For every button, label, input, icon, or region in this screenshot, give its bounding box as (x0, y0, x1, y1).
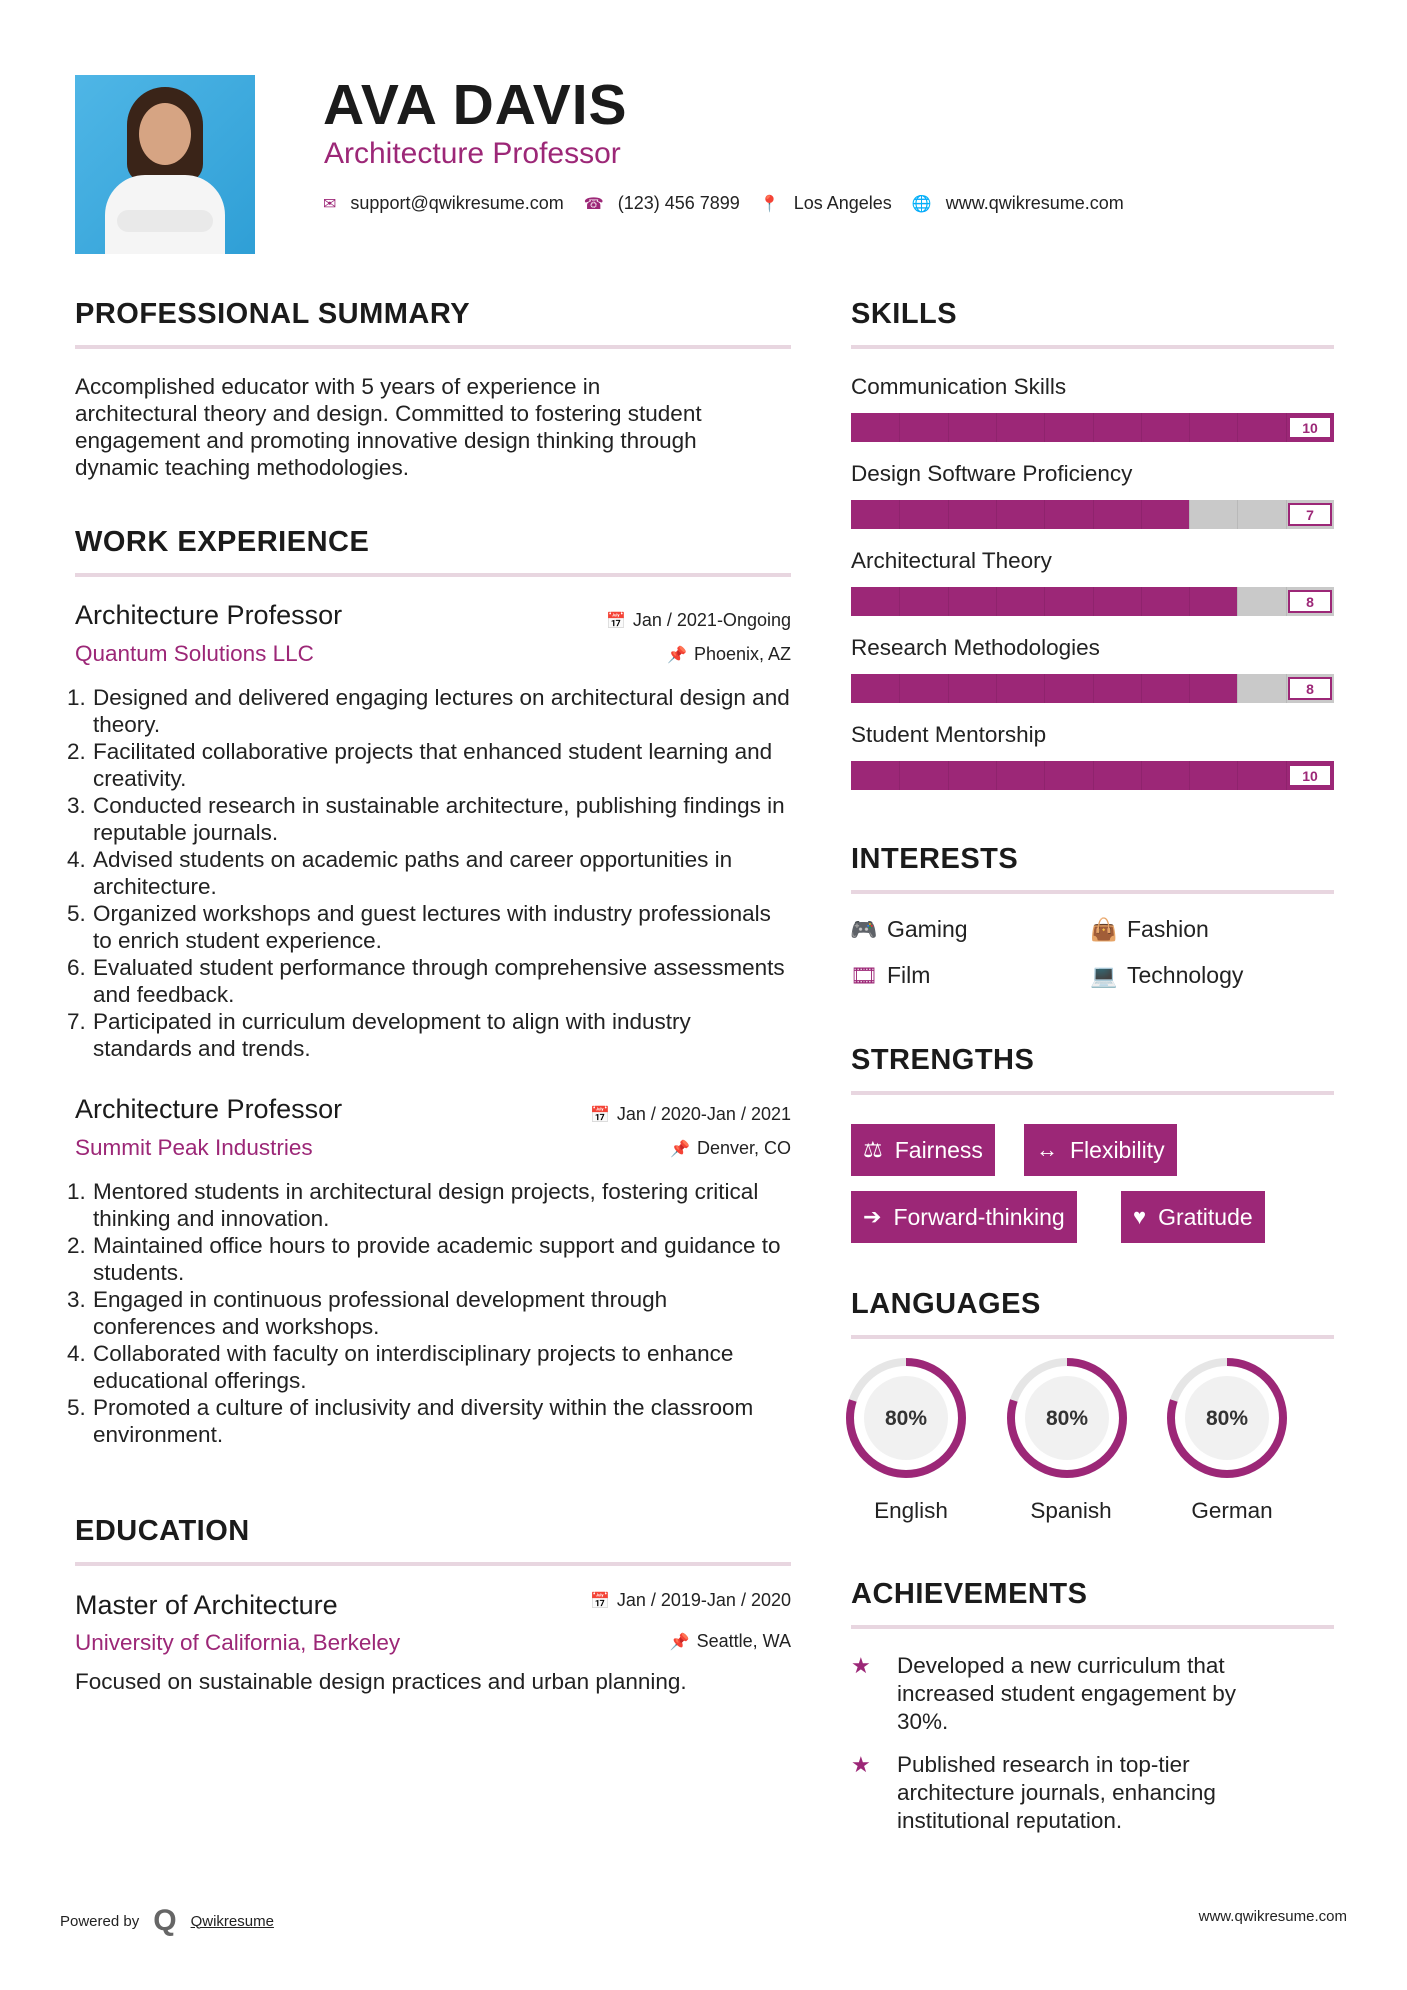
skill-bar (851, 500, 1334, 529)
job-title: Architecture Professor (75, 1094, 343, 1124)
contact-bar (323, 193, 1144, 214)
interest-item: 💻 Technology (1090, 962, 1244, 988)
footer-powered-by: Powered by Q Qwikresume (60, 1904, 274, 1937)
skill-bar-segment (948, 500, 949, 529)
skill-bar-segment (1093, 674, 1094, 703)
job-company: Summit Peak Industries (75, 1135, 313, 1160)
language-percent-label: 80% (1045, 1407, 1089, 1430)
skill-bar-segment (1044, 413, 1045, 442)
list-item: 3. Conducted research in sustainable architecture, publishing findings in reputable journals. (67, 793, 785, 845)
school-name: University of California, Berkeley (75, 1630, 401, 1655)
job-responsibilities (67, 1178, 795, 1448)
achievement-item: ★ Published research in top-tier architecture journals, enhancing institutional reputation. (851, 1752, 1216, 1833)
list-item: 5. Promoted a culture of inclusivity and diversity within the classroom environment. (67, 1395, 754, 1447)
qwikresume-logo-icon: Q (153, 1904, 177, 1937)
skill-name: Architectural Theory (851, 548, 1052, 573)
language-name: English (874, 1498, 948, 1523)
strengths-heading: STRENGTHS (851, 1044, 1035, 1076)
strength-tag: ➔ Forward-thinking (851, 1191, 1077, 1243)
job-location: 📌 Denver, CO (670, 1138, 791, 1158)
skill-bar-segment (1286, 674, 1287, 703)
skill-bar-segment (1286, 413, 1287, 442)
list-item: 4. Collaborated with faculty on interdisciplinary projects to enhance educational offerings. (67, 1341, 734, 1393)
experience-heading: WORK EXPERIENCE (75, 526, 370, 558)
skill-bar-segment (1044, 587, 1045, 616)
skill-bar-segment (1189, 500, 1190, 529)
summary-text: Accomplished educator with 5 years of experience in architectural theory and design. Committed to fostering student engagement and promoting innovative design thinking through dynamic teaching methodologies. (75, 374, 702, 480)
skill-bar-segment (1141, 674, 1142, 703)
degree-title: Master of Architecture (75, 1590, 338, 1620)
gamepad-icon: 🎮 (850, 916, 878, 942)
skill-bar-segment (1237, 761, 1238, 790)
summary-heading: PROFESSIONAL SUMMARY (75, 298, 471, 330)
skill-bar-segment (1286, 761, 1287, 790)
skill-bar (851, 587, 1334, 616)
skill-bar-segment (1237, 674, 1238, 703)
achievements-divider (851, 1625, 1334, 1629)
strength-tag: ⚖ Fairness (851, 1124, 995, 1176)
skill-level-badge: 8 (1288, 677, 1332, 700)
skill-bar-segment (1189, 587, 1190, 616)
skill-level-badge: 10 (1288, 416, 1332, 439)
skill-bar-segment (1044, 761, 1045, 790)
calendar-icon: 📅 (589, 1107, 610, 1124)
skill-bar-segment (1093, 500, 1094, 529)
education-description: Focused on sustainable design practices and urban planning. (75, 1669, 687, 1694)
skill-level-badge: 10 (1288, 764, 1332, 787)
achievements-heading: ACHIEVEMENTS (851, 1578, 1088, 1610)
interest-item: 🎞 Film (850, 962, 931, 988)
strengths-divider (851, 1091, 1334, 1095)
profile-photo (75, 75, 255, 254)
film-icon: 🎞 (850, 962, 878, 988)
shopping-bag-icon: 👜 (1090, 916, 1118, 942)
skill-bar-segment (1141, 500, 1142, 529)
list-item: 5. Organized workshops and guest lectures with industry professionals to enrich student experience. (67, 901, 771, 953)
education-divider (75, 1562, 791, 1566)
skill-bar-segment (996, 761, 997, 790)
list-item: 2. Facilitated collaborative projects that enhanced student learning and creativity. (67, 739, 773, 791)
skill-bar-segment (899, 674, 900, 703)
skill-bar-segment (996, 674, 997, 703)
list-item: 6. Evaluated student performance through comprehensive assessments and feedback. (67, 955, 785, 1007)
education-dates: 📅 Jan / 2019-Jan / 2020 (589, 1590, 791, 1610)
list-item: 7. Participated in curriculum development to align with industry standards and trends. (67, 1009, 691, 1061)
experience-divider (75, 573, 791, 577)
languages-heading: LANGUAGES (851, 1288, 1041, 1320)
job-responsibilities (67, 684, 795, 1062)
languages-divider (851, 1335, 1334, 1339)
list-item: 3. Engaged in continuous professional development through conferences and workshops. (67, 1287, 668, 1339)
skill-bar-segment (1141, 413, 1142, 442)
strength-tag: ♥ Gratitude (1121, 1191, 1265, 1243)
skill-bar-segment (1093, 587, 1094, 616)
skill-bar-segment (1189, 674, 1190, 703)
skill-name: Design Software Proficiency (851, 461, 1133, 486)
calendar-icon: 📅 (605, 613, 626, 630)
phone-icon: ☎ (583, 195, 604, 213)
interests-divider (851, 890, 1334, 894)
skill-bar-segment (1237, 413, 1238, 442)
location-text: Los Angeles (793, 193, 892, 213)
achievement-item: ★ Developed a new curriculum that increased student engagement by 30%. (851, 1653, 1236, 1734)
skill-bar-segment (1189, 761, 1190, 790)
skill-bar-segment (996, 413, 997, 442)
skill-bar-segment (1286, 500, 1287, 529)
skill-bar (851, 413, 1334, 442)
interests-heading: INTERESTS (851, 843, 1019, 875)
list-item: 1. Mentored students in architectural design projects, fostering critical thinking and innovation. (67, 1179, 759, 1231)
skill-bar-segment (899, 587, 900, 616)
interest-item: 👜 Fashion (1090, 916, 1209, 942)
website-link[interactable]: www.qwikresume.com (945, 193, 1124, 213)
skill-bar-segment (1093, 413, 1094, 442)
skill-bar-segment (948, 413, 949, 442)
job-company: Quantum Solutions LLC (75, 641, 314, 666)
skills-divider (851, 345, 1334, 349)
language-percent-label: 80% (1205, 1407, 1249, 1430)
skill-bar-segment (1286, 587, 1287, 616)
skill-bar-segment (1237, 500, 1238, 529)
language-rings (845, 1355, 1315, 1495)
skill-bar-segment (1189, 413, 1190, 442)
language-name: German (1191, 1498, 1273, 1523)
globe-icon: 🌐 (911, 195, 932, 213)
skill-name: Communication Skills (851, 374, 1067, 399)
arrow-right-icon: ➔ (863, 1204, 882, 1229)
language-percent-label: 80% (884, 1407, 928, 1430)
list-item: 1. Designed and delivered engaging lectures on architectural design and theory. (67, 685, 790, 737)
education-location: 📌 Seattle, WA (669, 1631, 791, 1651)
balance-scale-icon: ⚖ (863, 1137, 883, 1162)
map-pin-icon: 📍 (759, 195, 780, 213)
arrows-horizontal-icon: ↔ (1036, 1137, 1058, 1162)
heart-icon: ♥ (1133, 1204, 1147, 1229)
brand-link[interactable]: Qwikresume (190, 1912, 274, 1930)
pin-icon: 📌 (670, 1141, 690, 1158)
email-link[interactable]: support@qwikresume.com (350, 193, 564, 213)
pin-icon: 📌 (667, 647, 687, 664)
envelope-icon: ✉ (323, 195, 337, 213)
summary-divider (75, 345, 791, 349)
job-dates: 📅 Jan / 2021-Ongoing (605, 610, 791, 630)
skill-bar-segment (996, 500, 997, 529)
job-dates: 📅 Jan / 2020-Jan / 2021 (589, 1104, 791, 1124)
skill-bar-segment (948, 761, 949, 790)
footer-url[interactable]: www.qwikresume.com (1198, 1908, 1347, 1925)
skill-name: Research Methodologies (851, 635, 1100, 660)
skill-bar-segment (948, 674, 949, 703)
job-title: Architecture Professor (75, 600, 343, 630)
candidate-name: AVA DAVIS (323, 73, 628, 137)
skill-level-badge: 8 (1288, 590, 1332, 613)
skill-bar-segment (899, 761, 900, 790)
skill-bar-segment (899, 413, 900, 442)
skill-bar-segment (899, 500, 900, 529)
skill-bar-segment (1093, 761, 1094, 790)
education-heading: EDUCATION (75, 1515, 250, 1547)
skill-bar (851, 674, 1334, 703)
skill-bar-segment (1141, 761, 1142, 790)
list-item: 4. Advised students on academic paths and career opportunities in architecture. (67, 847, 733, 899)
skill-bar-segment (1044, 674, 1045, 703)
skill-bar-segment (1044, 500, 1045, 529)
list-item: 2. Maintained office hours to provide academic support and guidance to students. (67, 1233, 781, 1285)
laptop-icon: 💻 (1090, 962, 1118, 988)
phone-number: (123) 456 7899 (617, 193, 740, 213)
job-location: 📌 Phoenix, AZ (667, 644, 791, 664)
skill-bar-segment (1237, 587, 1238, 616)
skill-name: Student Mentorship (851, 722, 1047, 747)
skill-bar-segment (948, 587, 949, 616)
strength-tag: ↔ Flexibility (1024, 1124, 1177, 1176)
star-icon: ★ (851, 1653, 871, 1678)
star-icon: ★ (851, 1752, 871, 1777)
skill-bar-segment (996, 587, 997, 616)
language-name: Spanish (1030, 1498, 1112, 1523)
skill-level-badge: 7 (1288, 503, 1332, 526)
interest-item: 🎮 Gaming (850, 916, 968, 942)
skill-bar-segment (1141, 587, 1142, 616)
pin-icon: 📌 (669, 1634, 690, 1651)
candidate-title: Architecture Professor (324, 137, 621, 170)
skills-heading: SKILLS (851, 298, 958, 330)
skill-bar (851, 761, 1334, 790)
calendar-icon: 📅 (589, 1593, 610, 1610)
